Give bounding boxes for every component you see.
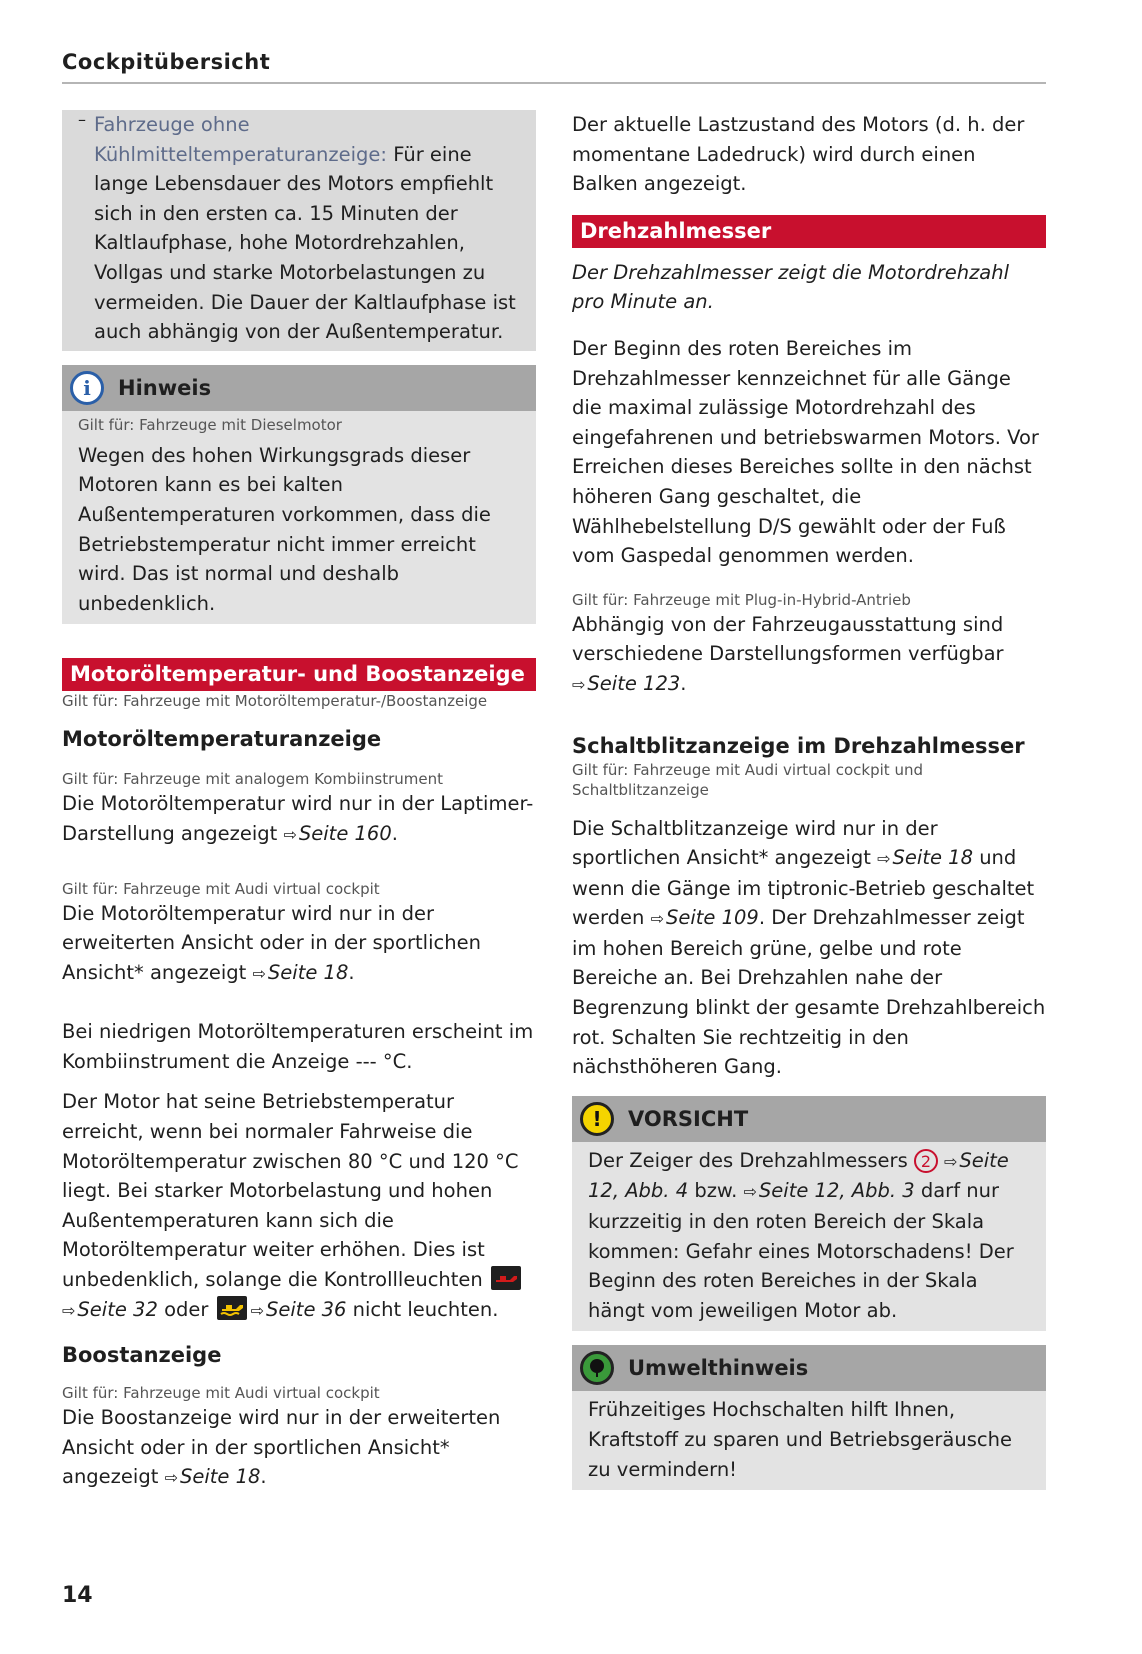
- shift-light-applies: Gilt für: Fahrzeuge mit Audi virtual cockpit und Schaltblitzanzeige: [572, 760, 923, 799]
- section-title-oil-boost: Motoröltemperatur- und Boostanzeige: [62, 658, 536, 691]
- shift-page-link-2[interactable]: ⇨ Seite 109: [651, 906, 759, 929]
- tree-icon: [580, 1351, 614, 1385]
- hinweis-header: [62, 365, 536, 411]
- coolant-note-label: Fahrzeuge ohne Kühlmitteltemperaturanzeige:: [94, 113, 387, 166]
- red-range-text: Der Beginn des roten Bereiches im Drehzahlmesser kennzeichnet für alle Gänge die maximal zulässige Motordrehzahl des eingefahrenen und betriebswarmen Motors. Vor Erreichen dieses Bereiches sollte in den nächst höheren Gang geschaltet, die Wählhebelstellung D/S gewählt oder der Fuß vom Gaspedal genommen werden.: [572, 336, 1039, 568]
- oil-analog-page-link[interactable]: ⇨ Seite 160: [283, 822, 391, 845]
- oil-level-warning-icon: [217, 1296, 247, 1320]
- boost-heading: Boostanzeige: [62, 1343, 222, 1368]
- hinweis-box: [62, 365, 536, 625]
- operating-temp-body: Der Motor hat seine Betriebstemperatur erreicht, wenn bei normaler Fahrweise die Motoröltemperatur zwischen 80 °C und 120 °C liegt. Bei starker Motorbelastung und hohen Außentemperaturen kann sich die Motoröltemperatur weiter erhöhen. Dies ist unbedenklich, solange die Kontrollleuchten: [62, 1090, 519, 1292]
- oil-virtual-page-link[interactable]: ⇨ Seite 18: [253, 961, 349, 984]
- hybrid-body: Abhängig von der Fahrzeugausstattung sind verschiedene Darstellungsformen verfügbar: [572, 612, 1004, 666]
- dash-bullet: –: [78, 110, 86, 129]
- vorsicht-text: [588, 1146, 1030, 1326]
- boost-body: Die Boostanzeige wird nur in der erweiterten Ansicht oder in der sportlichen Ansicht* angezeigt: [62, 1406, 501, 1489]
- umwelt-header: [572, 1345, 1046, 1391]
- hinweis-title: Hinweis: [118, 375, 212, 400]
- coolant-note-box: [62, 110, 536, 351]
- right-column: [572, 110, 1046, 1490]
- warning-icon: !: [580, 1102, 614, 1136]
- shift-light-heading: Schaltblitzanzeige im Drehzahlmesser: [572, 733, 1025, 758]
- oil-pressure-warning-icon: [491, 1266, 521, 1290]
- shift-text-2: und wenn die Gänge im tiptronic-Betrieb geschaltet werden: [572, 846, 1035, 930]
- shift-page-link-1[interactable]: ⇨ Seite 18: [877, 846, 973, 869]
- umwelt-box: [572, 1345, 1046, 1490]
- tree-glyph-icon: [586, 1357, 608, 1379]
- operating-temp-text: [62, 1087, 536, 1325]
- operating-or: oder: [164, 1297, 209, 1321]
- umwelt-text: Frühzeitiges Hochschalten hilft Ihnen, Kraftstoff zu sparen und Betriebsgeräusche zu vermindern!: [588, 1398, 1012, 1481]
- hinweis-applies: Gilt für: Fahrzeuge mit Dieselmotor: [78, 415, 342, 434]
- tachometer-intro: Der Drehzahlmesser zeigt die Motordrehzahl pro Minute an.: [572, 260, 1010, 314]
- shift-light-text: Die Schaltblitzanzeige wird nur in der sportlichen Ansicht* angezeigt ⇨ Seite 18 und wenn die Gänge im tiptronic-Betrieb geschaltet werden ⇨ Seite 109. Der Drehzahlmesser zeigt im hohen Bereich grüne, gelbe und rote Bereiche an. Bei Drehzahlen nahe der Begrenzung blinkt der gesamte Drehzahlbereich rot. Schalten Sie rechtzeitig in den nächsthöheren Gang.: [572, 814, 1046, 1082]
- oil-analog-body: Die Motoröltemperatur wird nur in der Laptimer-Darstellung angezeigt: [62, 792, 534, 845]
- section-title-tachometer: Drehzahlmesser: [572, 215, 1046, 248]
- vorsicht-page-link-1[interactable]: ⇨ Seite 12, Abb. 4: [588, 1149, 1009, 1203]
- hybrid-applies: Gilt für: Fahrzeuge mit Plug-in-Hybrid-Antrieb: [572, 590, 911, 609]
- umwelt-body: [572, 1391, 1046, 1490]
- vorsicht-bzw: bzw.: [694, 1179, 738, 1203]
- section-applies-oil-boost: Gilt für: Fahrzeuge mit Motoröltemperatur-/Boostanzeige: [62, 692, 488, 711]
- operating-page-link-2[interactable]: ⇨ Seite 36: [251, 1298, 347, 1321]
- hinweis-text: Wegen des hohen Wirkungsgrads dieser Motoren kann es bei kalten Außentemperaturen vorkommen, dass die Betriebstemperatur nicht immer erreicht wird. Das ist normal und deshalb unbedenklich.: [78, 443, 491, 615]
- vorsicht-text-2: darf nur kurzzeitig in den roten Bereich der Skala kommen: Gefahr eines Motorschadens! Der Beginn des roten Bereiches in der Skala hängt vom jeweiligen Motor ab.: [588, 1179, 1014, 1322]
- load-state-text: Der aktuelle Lastzustand des Motors (d. h. der momentane Ladedruck) wird durch einen Balken angezeigt.: [572, 113, 1025, 196]
- vorsicht-title: VORSICHT: [628, 1106, 749, 1131]
- low-temp-text: Bei niedrigen Motoröltemperaturen erscheint im Kombiinstrument die Anzeige --- °C.: [62, 1020, 534, 1073]
- page-number: 14: [62, 1583, 93, 1608]
- boost-applies: Gilt für: Fahrzeuge mit Audi virtual cockpit: [62, 1384, 380, 1403]
- coolant-note-body: Für eine lange Lebensdauer des Motors empfiehlt sich in den ersten ca. 15 Minuten der Kaltlaufphase, hohe Motordrehzahlen, Vollgas und starke Motorbelastungen zu vermeiden. Die Dauer der Kaltlaufphase ist auch abhängig von der Außentemperatur.: [94, 142, 516, 344]
- umwelt-title: Umwelthinweis: [628, 1356, 809, 1381]
- boost-page-link[interactable]: ⇨ Seite 18: [165, 1465, 261, 1488]
- oil-analog-applies: Gilt für: Fahrzeuge mit analogem Kombiinstrument: [62, 770, 443, 789]
- boost-text: Die Boostanzeige wird nur in der erweiterten Ansicht oder in der sportlichen Ansicht* angezeigt ⇨ Seite 18.: [62, 1403, 536, 1493]
- vorsicht-box: [572, 1096, 1046, 1332]
- shift-text-3: Der Drehzahlmesser zeigt im hohen Bereich grüne, gelbe und rote Bereiche an. Bei Drehzahlen nahe der Begrenzung blinkt der gesamte Drehzahlbereich rot. Schalten Sie rechtzeitig in den nächsthöheren Gang.: [572, 906, 1046, 1079]
- page-header-title: Cockpitübersicht: [62, 50, 271, 74]
- shift-text-1: Die Schaltblitzanzeige wird nur in der sportlichen Ansicht* angezeigt: [572, 816, 938, 870]
- vorsicht-page-link-2[interactable]: ⇨ Seite 12, Abb. 3: [744, 1179, 915, 1202]
- oil-analog-text: Die Motoröltemperatur wird nur in der Laptimer-Darstellung angezeigt ⇨ Seite 160.: [62, 789, 536, 849]
- operating-page-link-1[interactable]: ⇨ Seite 32: [62, 1298, 158, 1321]
- info-icon: i: [70, 371, 104, 405]
- hinweis-body: [62, 411, 536, 625]
- callout-number: 2: [914, 1149, 938, 1173]
- operating-end: nicht leuchten.: [352, 1297, 499, 1321]
- vorsicht-body: [572, 1142, 1046, 1332]
- vorsicht-header: [572, 1096, 1046, 1142]
- hybrid-page-link[interactable]: ⇨ Seite 123: [572, 672, 680, 695]
- oil-temp-heading: Motoröltemperaturanzeige: [62, 727, 382, 752]
- hybrid-text: Abhängig von der Fahrzeugausstattung sind verschiedene Darstellungsformen verfügbar ⇨ Seite 123.: [572, 610, 1046, 700]
- left-column: [62, 110, 536, 1493]
- coolant-note-item: [78, 110, 522, 347]
- oil-virtual-text: Die Motoröltemperatur wird nur in der erweiterten Ansicht oder in der sportlichen Ansicht* angezeigt ⇨ Seite 18.: [62, 899, 536, 989]
- oil-virtual-body: Die Motoröltemperatur wird nur in der erweiterten Ansicht oder in der sportlichen Ansicht* angezeigt: [62, 901, 481, 984]
- coolant-note-text: [94, 110, 522, 347]
- vorsicht-text-1: Der Zeiger des Drehzahlmessers: [588, 1148, 908, 1172]
- header-divider: [62, 82, 1046, 84]
- oil-virtual-applies: Gilt für: Fahrzeuge mit Audi virtual cockpit: [62, 879, 380, 898]
